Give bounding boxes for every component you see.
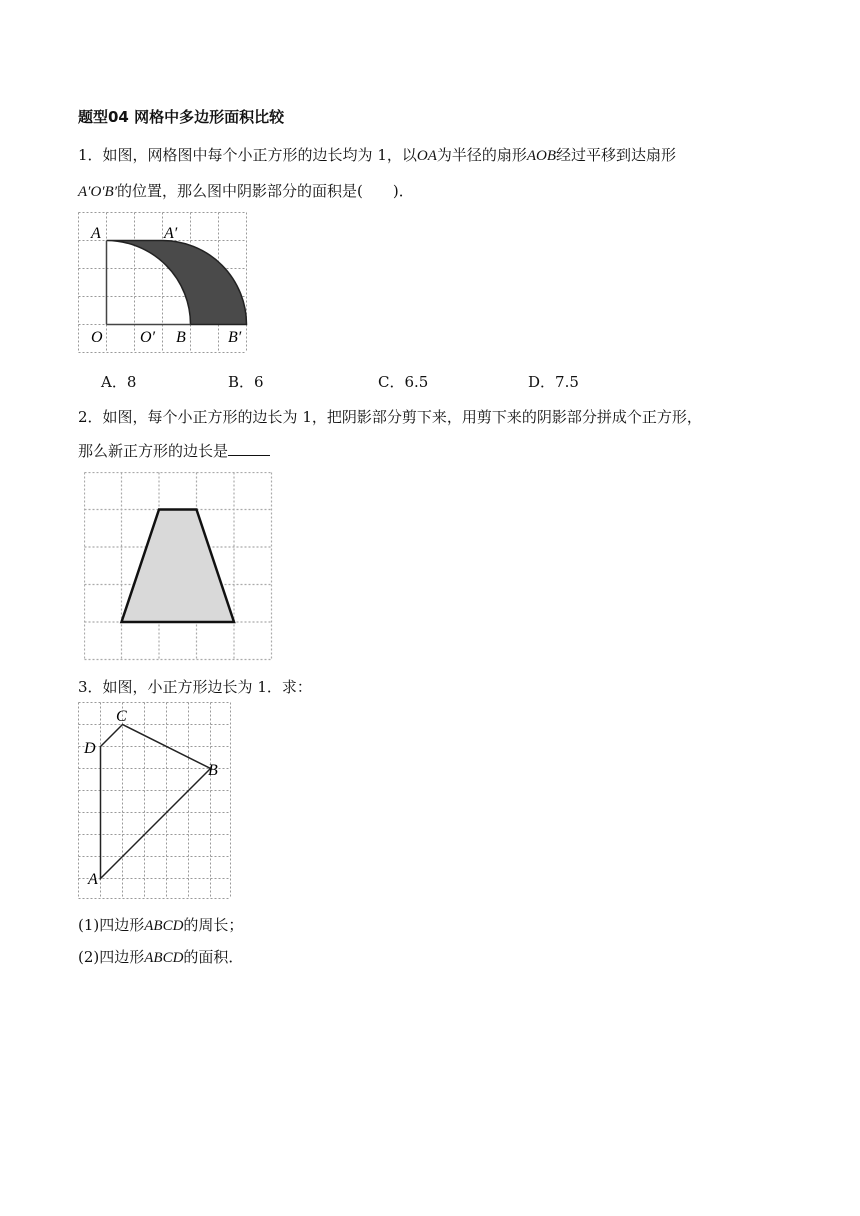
q3-sub1-b: 的周长；	[183, 916, 244, 934]
q2-text: 那么新正方形的边长是	[78, 442, 229, 460]
q3-sub2-b: 的面积．	[183, 948, 244, 966]
q1-text-d: 的位置，那么图中阴影部分的面积是( )．	[117, 182, 414, 200]
q3-sub2-a: (2)四边形	[78, 948, 145, 966]
q3-figure	[78, 702, 232, 900]
q1-label-Op: O′	[140, 329, 156, 346]
q1-aob: AOB	[526, 148, 557, 164]
q3-label-C: C	[116, 708, 127, 725]
q1-figure	[78, 212, 248, 354]
q3-label-D: D	[84, 740, 96, 757]
q1-oa: OA	[416, 148, 437, 164]
section-title: 题型04 网格中多边形面积比较	[78, 108, 285, 126]
q3-sub1-a: (1)四边形	[78, 916, 145, 934]
q1-option-b: B．6	[228, 373, 264, 391]
q3-sub2	[78, 946, 243, 967]
q3-quadrilateral	[101, 725, 211, 879]
q2-answer-blank	[228, 441, 270, 456]
q3-sub1	[78, 914, 243, 935]
q1-label-Bp: B′	[228, 329, 242, 346]
q1-option-d: D．7.5	[528, 373, 579, 391]
q3-line1: 3．如图，小正方形边长为 1．求：	[78, 678, 312, 696]
q3-sub1-abcd: ABCD	[144, 918, 184, 934]
q1-label-Ap: A′	[164, 225, 178, 242]
q1-text-c: 经过平移到达扇形	[556, 146, 677, 164]
q1-option-c: C．6.5	[378, 373, 429, 391]
q1-label-B: B	[176, 329, 186, 346]
q2-trapezoid	[122, 510, 235, 623]
q1-line2	[78, 180, 414, 201]
q1-label-A: A	[91, 225, 101, 242]
q2-figure	[84, 472, 274, 662]
q1-option-a: A．8	[101, 373, 137, 391]
q2-line2	[78, 440, 270, 461]
q3-grid	[79, 703, 231, 899]
q1-label-O: O	[91, 329, 103, 346]
q1-text-b: 为半径的扇形	[436, 146, 527, 164]
q1-line1	[78, 144, 676, 165]
q1-text-a: 1．如图，网格图中每个小正方形的边长均为 1，以	[78, 146, 417, 164]
q3-label-A: A	[88, 871, 98, 888]
q1-aprime: A′O′B′	[78, 184, 118, 200]
q1-shaded-region	[107, 241, 247, 325]
q2-line1: 2．如图，每个小正方形的边长为 1，把阴影部分剪下来，用剪下来的阴影部分拼成个正方形，	[78, 408, 702, 426]
q3-label-B: B	[208, 762, 218, 779]
q3-sub2-abcd: ABCD	[144, 950, 184, 966]
